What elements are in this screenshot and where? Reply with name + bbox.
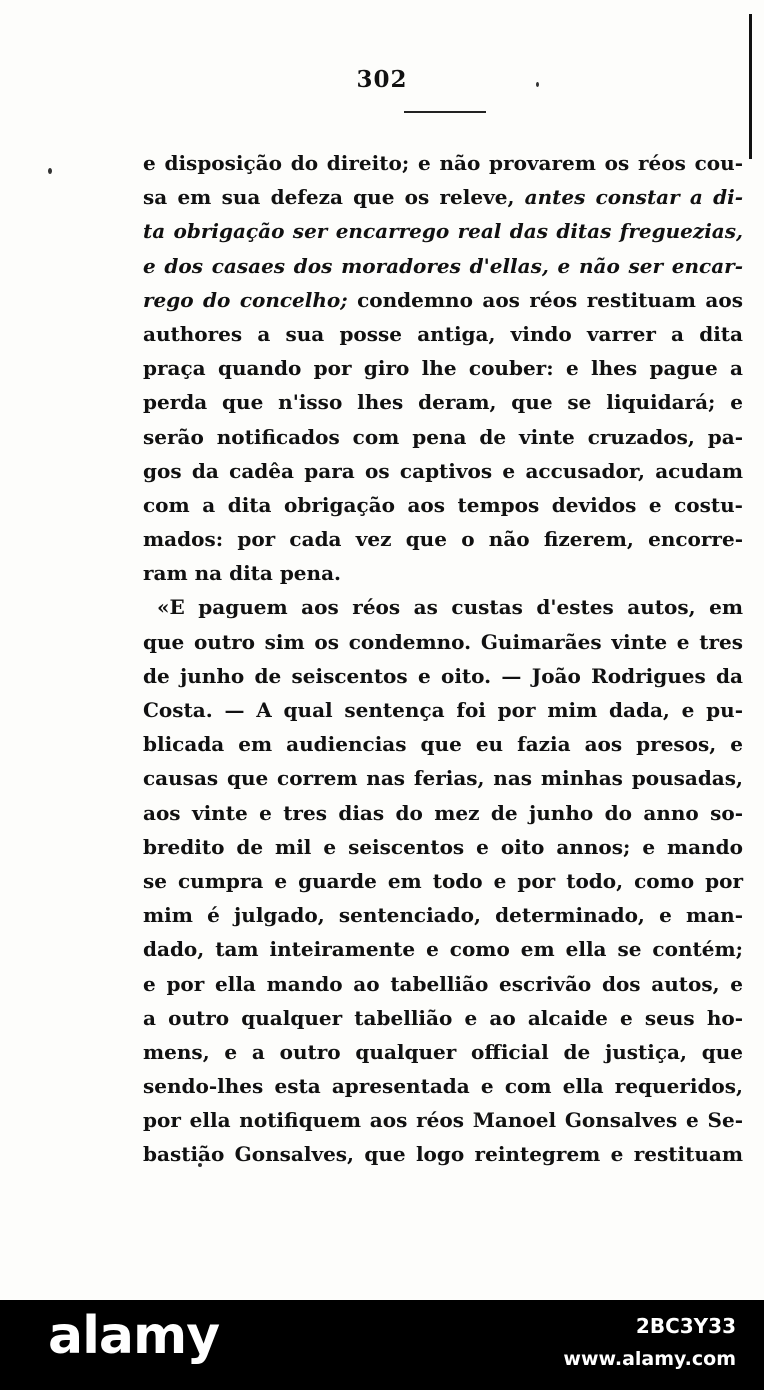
text-run: condemno aos réos restituam aos (347, 287, 743, 312)
text-line (143, 556, 743, 590)
text-run: gos da cadêa para os captivos e accusador, acudam (143, 458, 743, 483)
text-line (143, 727, 743, 761)
text-line (143, 1137, 743, 1171)
image-id: 2BC3Y33 (635, 1314, 736, 1338)
text-run: e por ella mando ao tabellião escrivão dos autos, e (143, 971, 743, 996)
site-url: www.alamy.com (563, 1348, 736, 1370)
text-run: mados: por cada vez que o não fizerem, encorre- (143, 527, 743, 552)
header-rule (404, 111, 486, 113)
text-run: praça quando por giro lhe couber: e lhes pague a (143, 356, 743, 381)
text-line (143, 625, 743, 659)
italic-text-run: antes constar a di- (524, 185, 743, 210)
text-run: perda que n'isso lhes deram, que se liquidará; e (143, 390, 743, 415)
text-run: aos vinte e tres dias do mez de junho do anno so- (143, 800, 743, 825)
text-line (143, 898, 743, 932)
text-run: authores a sua posse antiga, vindo varrer a dita (143, 321, 743, 346)
watermark-bar (0, 1300, 764, 1390)
text-line (143, 1103, 743, 1137)
text-line (143, 317, 743, 351)
text-run: que outro sim os condemno. Guimarães vinte e tres (143, 629, 743, 654)
text-line (143, 659, 743, 693)
text-run: sendo-lhes esta apresentada e com ella requeridos, (143, 1074, 743, 1099)
text-line (143, 420, 743, 454)
text-run: serão notificados com pena de vinte cruzados, pa- (143, 424, 743, 449)
text-line (143, 1001, 743, 1035)
text-line (143, 693, 743, 727)
text-run: blicada em audiencias que eu fazia aos presos, e (143, 732, 743, 757)
text-line (143, 214, 743, 248)
text-line (143, 967, 743, 1001)
text-line (143, 932, 743, 966)
text-line (143, 590, 743, 624)
text-line (143, 351, 743, 385)
text-line (143, 830, 743, 864)
text-run: a outro qualquer tabellião e ao alcaide e seus ho- (143, 1005, 743, 1030)
text-line (143, 249, 743, 283)
text-line (143, 454, 743, 488)
text-run: Costa. — A qual sentença foi por mim dada, e pu- (143, 698, 743, 722)
text-line (143, 488, 743, 522)
text-line (143, 385, 743, 419)
text-run: de junho de seiscentos e oito. — João Rodrigues da (143, 663, 743, 688)
text-line (143, 146, 743, 180)
text-line (143, 864, 743, 898)
text-run: causas que correm nas ferias, nas minhas pousadas, (143, 766, 743, 791)
ink-speck (48, 168, 52, 174)
italic-text-run: e dos casaes dos moradores d'ellas, e não ser encar- (143, 253, 743, 278)
text-run: com a dita obrigação aos tempos devidos e costu- (143, 492, 743, 517)
text-run: sa em sua defeza que os releve, (143, 185, 525, 210)
text-line (143, 522, 743, 556)
text-line (143, 1035, 743, 1069)
text-run: bredito de mil e seiscentos e oito annos; e mando (143, 834, 743, 859)
text-line (143, 283, 743, 317)
text-line (143, 796, 743, 830)
brand-logo: alamy (48, 1306, 220, 1366)
text-run: se cumpra e guarde em todo e por todo, como por (143, 868, 743, 893)
text-run: bastião Gonsalves, que logo reintegrem e restituam (143, 1142, 743, 1167)
italic-text-run: ta obrigação ser encarrego real das ditas freguezias, (143, 219, 743, 244)
page-number: 302 (356, 66, 408, 93)
text-line (143, 1069, 743, 1103)
text-run: «E paguem aos réos as custas d'estes autos, em (157, 595, 743, 620)
text-run: e disposição do direito; e não provarem os réos cou- (143, 151, 743, 175)
text-line (143, 180, 743, 214)
text-run: ram na dita pena. (143, 561, 341, 586)
body-text (143, 146, 743, 1172)
text-run: por ella notifiquem aos réos Manoel Gonsalves e Se- (143, 1108, 743, 1133)
text-run: mens, e a outro qualquer official de justiça, que (143, 1039, 743, 1064)
text-run: dado, tam inteiramente e como em ella se contém; (143, 937, 743, 962)
italic-text-run: rego do concelho; (143, 287, 348, 312)
text-line (143, 761, 743, 795)
text-run: mim é julgado, sentenciado, determinado, e man- (143, 903, 743, 928)
